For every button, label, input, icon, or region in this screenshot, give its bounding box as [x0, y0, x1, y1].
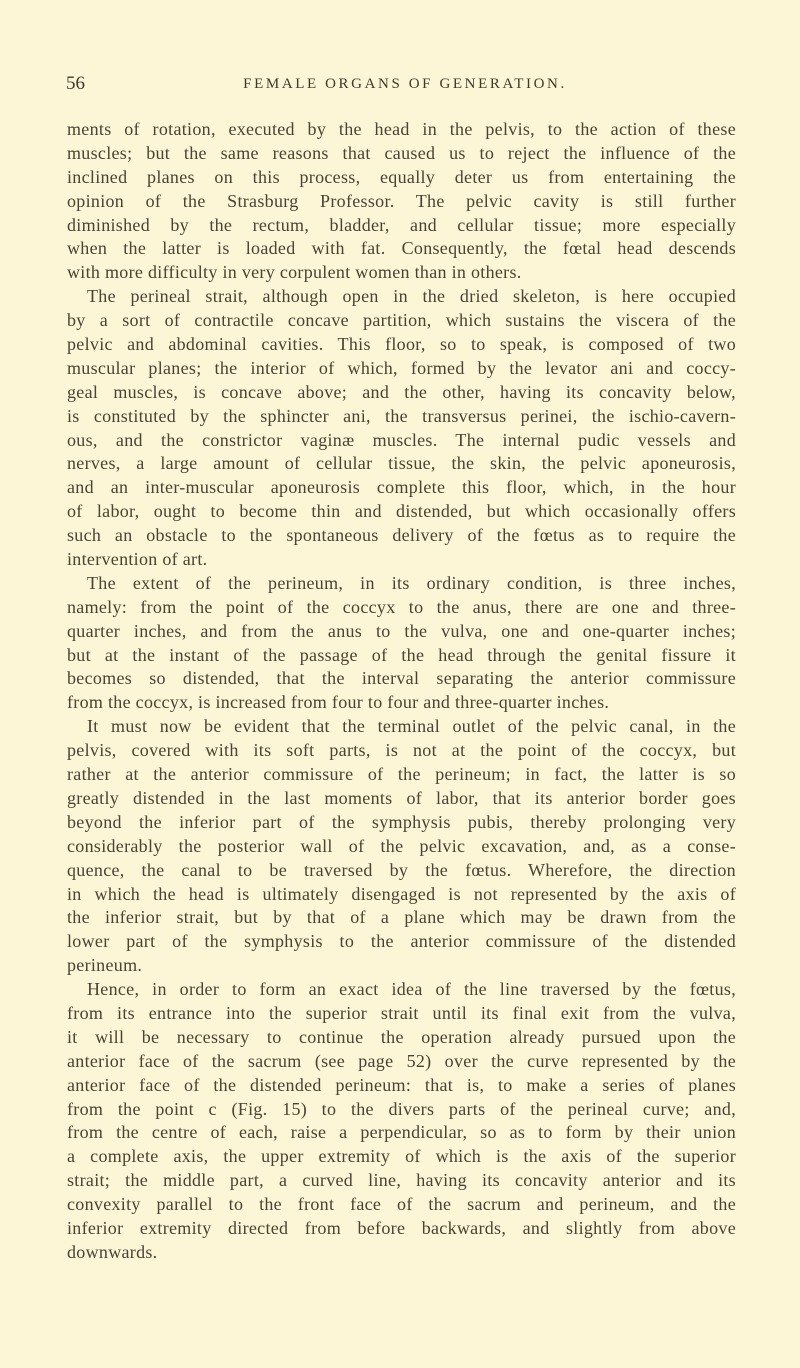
text-line: from the coccyx, is increased from four to four and three-quarter inches.: [67, 692, 610, 713]
page-number: 56: [66, 73, 85, 94]
text-line: The perineal strait, although open in the dried skeleton, is here occupied: [87, 286, 736, 307]
text-line: and an inter-muscular aponeurosis complete this floor, which, in the hour: [67, 477, 736, 498]
text-line: from the centre of each, raise a perpendicular, so as to form by their union: [67, 1122, 736, 1143]
text-line: lower part of the symphysis to the anterior commissure of the distended: [67, 931, 736, 952]
text-line: inclined planes on this process, equally deter us from entertaining the: [67, 166, 736, 187]
text-line: is constituted by the sphincter ani, the transversus perinei, the ischio-cavern-: [67, 405, 736, 426]
paragraph: [67, 118, 736, 285]
text-line: muscles; but the same reasons that caused us to reject the influence of the: [67, 142, 736, 163]
text-line: when the latter is loaded with fat. Consequently, the fœtal head descends: [67, 238, 736, 259]
text-line: rather at the anterior commissure of the perineum; in fact, the latter is so: [67, 764, 736, 785]
paragraph: [67, 715, 736, 978]
text-line: pelvic and abdominal cavities. This floor, so to speak, is composed of two: [67, 334, 736, 355]
paragraph: [67, 572, 736, 715]
text-line: nerves, a large amount of cellular tissue, the skin, the pelvic aponeurosis,: [67, 453, 736, 474]
text-line: diminished by the rectum, bladder, and cellular tissue; more especially: [67, 214, 736, 235]
text-line: a complete axis, the upper extremity of which is the axis of the superior: [67, 1146, 736, 1167]
text-line: anterior face of the distended perineum: that is, to make a series of planes: [67, 1074, 736, 1095]
text-line: of labor, ought to become thin and distended, but which occasionally offers: [67, 501, 736, 522]
text-line: Hence, in order to form an exact idea of the line traversed by the fœtus,: [87, 979, 736, 1000]
text-line: by a sort of contractile concave partition, which sustains the viscera of the: [67, 310, 736, 331]
text-line: quence, the canal to be traversed by the fœtus. Wherefore, the direction: [67, 859, 736, 880]
text-line: strait; the middle part, a curved line, having its concavity anterior and its: [67, 1170, 736, 1191]
text-line: greatly distended in the last moments of labor, that its anterior border goes: [67, 787, 736, 808]
text-line: such an obstacle to the spontaneous delivery of the fœtus as to require the: [67, 525, 736, 546]
text-line: intervention of art.: [67, 549, 208, 570]
text-line: muscular planes; the interior of which, formed by the levator ani and coccy-: [67, 357, 736, 378]
text-line: with more difficulty in very corpulent women than in others.: [67, 262, 522, 283]
text-line: beyond the inferior part of the symphysis pubis, thereby prolonging very: [67, 811, 736, 832]
paragraph: [67, 978, 736, 1265]
text-line: but at the instant of the passage of the head through the genital fissure it: [67, 644, 736, 665]
text-line: in which the head is ultimately disengaged is not represented by the axis of: [67, 883, 736, 904]
text-line: downwards.: [67, 1241, 158, 1262]
text-line: It must now be evident that the terminal outlet of the pelvic canal, in the: [87, 716, 736, 737]
paragraph: [67, 285, 736, 572]
text-line: from the point c (Fig. 15) to the divers parts of the perineal curve; and,: [67, 1098, 736, 1119]
text-line: the inferior strait, but by that of a plane which may be drawn from the: [67, 907, 736, 928]
text-line: inferior extremity directed from before backwards, and slightly from above: [67, 1217, 736, 1238]
text-line: opinion of the Strasburg Professor. The pelvic cavity is still further: [67, 190, 736, 211]
text-line: The extent of the perineum, in its ordinary condition, is three inches,: [87, 572, 736, 593]
body-text: [67, 118, 736, 1265]
text-line: becomes so distended, that the interval separating the anterior commissure: [67, 668, 736, 689]
text-line: ments of rotation, executed by the head in the pelvis, to the action of these: [67, 119, 736, 139]
text-line: considerably the posterior wall of the pelvic excavation, and, as a conse-: [67, 835, 736, 856]
text-line: geal muscles, is concave above; and the other, having its concavity below,: [67, 381, 736, 402]
text-line: ous, and the constrictor vaginæ muscles. The internal pudic vessels and: [67, 429, 736, 450]
text-line: convexity parallel to the front face of the sacrum and perineum, and the: [67, 1194, 736, 1215]
text-line: from its entrance into the superior strait until its final exit from the vulva,: [67, 1002, 736, 1023]
text-line: it will be necessary to continue the operation already pursued upon the: [67, 1026, 736, 1047]
text-line: pelvis, covered with its soft parts, is not at the point of the coccyx, but: [67, 740, 736, 761]
text-line: quarter inches, and from the anus to the vulva, one and one-quarter inches;: [67, 620, 736, 641]
text-line: anterior face of the sacrum (see page 52) over the curve represented by the: [67, 1050, 736, 1071]
text-line: namely: from the point of the coccyx to the anus, there are one and three-: [67, 596, 736, 617]
text-line: perineum.: [67, 955, 143, 976]
running-head-title: FEMALE ORGANS OF GENERATION.: [243, 76, 567, 92]
